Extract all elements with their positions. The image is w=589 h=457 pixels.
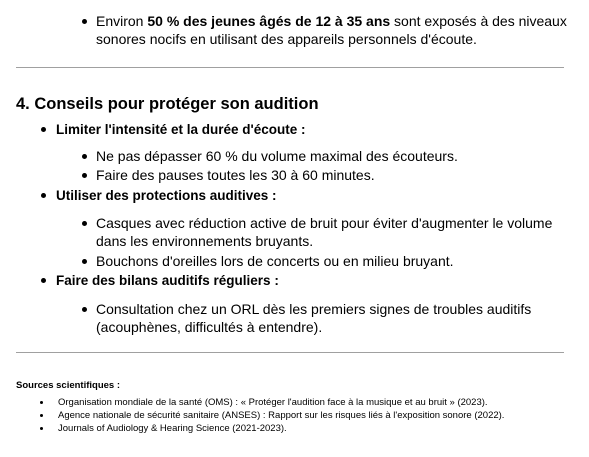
bullet-icon bbox=[40, 427, 43, 430]
group-heading-1 bbox=[41, 121, 305, 139]
group-heading-text: Limiter l'intensité et la durée d'écoute : bbox=[56, 122, 306, 137]
group-heading-2 bbox=[41, 187, 277, 205]
intro-bullet bbox=[82, 13, 567, 48]
bullet-icon bbox=[82, 221, 87, 226]
bullet-icon bbox=[82, 19, 87, 24]
list-item: Ne pas dépasser 60 % du volume maximal des écouteurs. bbox=[82, 148, 458, 166]
list-item: Faire des pauses toutes les 30 à 60 minutes. bbox=[82, 167, 375, 185]
bullet-icon bbox=[41, 127, 46, 132]
bullet-icon bbox=[82, 307, 87, 312]
list-item: Casques avec réduction active de bruit pour éviter d'augmenter le volume dans les environnements bruyants. bbox=[82, 215, 552, 250]
divider-bottom bbox=[16, 352, 564, 353]
bullet-icon bbox=[41, 193, 46, 198]
bullet-icon bbox=[41, 278, 46, 283]
intro-text-before: Environ bbox=[96, 13, 148, 29]
list-item: Consultation chez un ORL dès les premiers signes de troubles auditifs (acouphènes, difficultés à entendre). bbox=[82, 301, 531, 336]
bullet-icon bbox=[82, 259, 87, 264]
source-item: Agence nationale de sécurité sanitaire (ANSES) : Rapport sur les risques liés à l'exposition sonore (2022). bbox=[40, 410, 504, 422]
group-heading-3 bbox=[41, 272, 279, 290]
source-item: Organisation mondiale de la santé (OMS) : « Protéger l'audition face à la musique et au bruit » (2023). bbox=[40, 397, 488, 409]
section-title: 4. Conseils pour protéger son audition bbox=[16, 95, 319, 113]
bullet-icon bbox=[82, 154, 87, 159]
source-item: Journals of Audiology & Hearing Science (2021-2023). bbox=[40, 423, 287, 435]
bullet-icon bbox=[40, 414, 43, 417]
intro-text-line2: sonores nocifs en utilisant des appareils personnels d'écoute. bbox=[96, 30, 477, 47]
group-heading-text: Utiliser des protections auditives : bbox=[56, 188, 277, 203]
bullet-icon bbox=[40, 401, 43, 404]
divider-top bbox=[16, 67, 564, 68]
sources-title: Sources scientifiques : bbox=[16, 380, 121, 391]
list-item: Bouchons d'oreilles lors de concerts ou en milieu bruyant. bbox=[82, 253, 454, 271]
intro-text-bold: 50 % des jeunes âgés de 12 à 35 ans bbox=[147, 13, 391, 29]
group-heading-text: Faire des bilans auditifs réguliers : bbox=[56, 273, 279, 288]
intro-text-after: sont exposés à des niveaux bbox=[390, 13, 567, 29]
bullet-icon bbox=[82, 173, 87, 178]
